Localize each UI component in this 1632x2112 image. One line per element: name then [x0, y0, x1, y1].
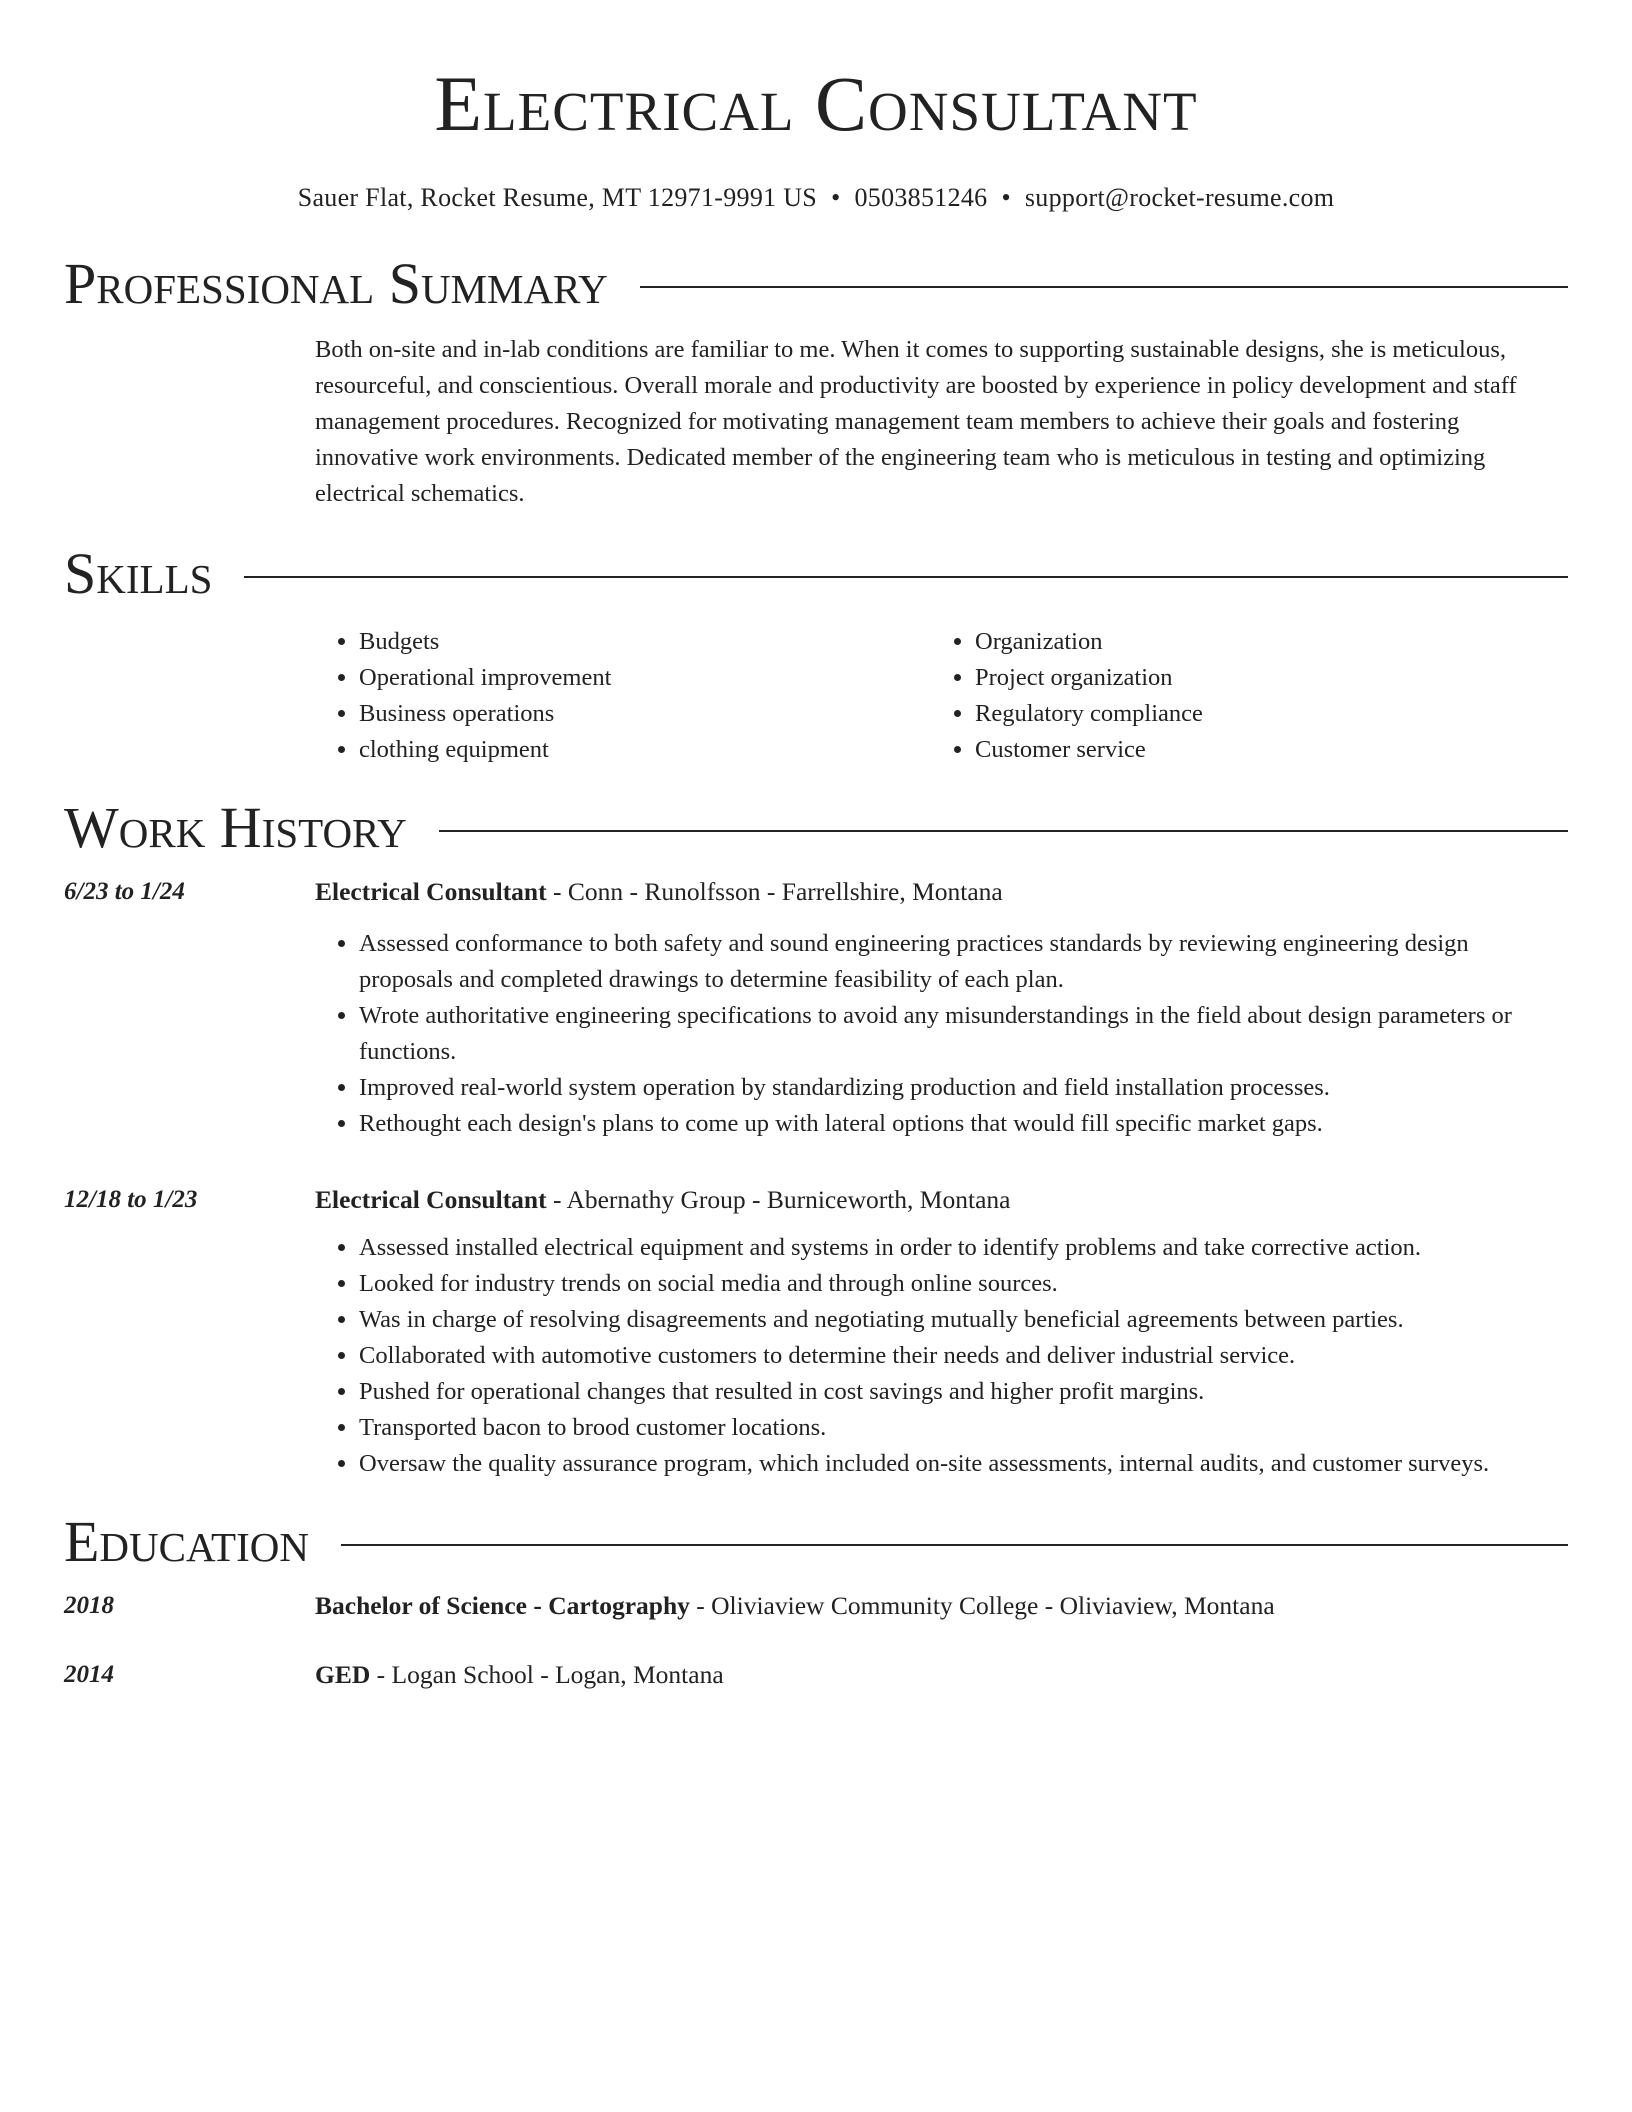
work-entry-body — [315, 1182, 1568, 1482]
education-school: - Logan School - Logan, Montana — [370, 1660, 724, 1689]
work-entry — [64, 1182, 1568, 1482]
skill-item: • Project organization — [975, 660, 1547, 696]
resume-page — [64, 0, 1568, 1693]
education-heading — [315, 1657, 1568, 1693]
skills-section-header — [64, 542, 1568, 606]
summary-section-title: Professional Summary — [64, 251, 608, 316]
candidate-name: Electrical Consultant — [434, 60, 1198, 147]
work-date: 12/18 to 1/23 — [64, 1186, 198, 1213]
education-entry — [64, 1588, 1568, 1624]
work-heading — [315, 874, 1568, 910]
education-heading — [315, 1588, 1568, 1624]
education-date: 2018 — [64, 1592, 114, 1619]
section-divider — [439, 830, 1568, 832]
summary-section-header — [64, 252, 1568, 316]
job-employer: - Abernathy Group - Burniceworth, Montana — [546, 1185, 1011, 1214]
skill-item: • Regulatory compliance — [975, 696, 1547, 732]
work-bullet: • Improved real-world system operation by standardizing production and field installation processes. — [359, 1070, 1568, 1106]
work-bullet: • Oversaw the quality assurance program, which included on-site assessments, internal audits, and customer surveys. — [359, 1446, 1568, 1482]
education-entry — [64, 1657, 1568, 1693]
education-date: 2014 — [64, 1661, 114, 1688]
education-school: - Oliviaview Community College - Oliviaview, Montana — [689, 1591, 1275, 1620]
skill-item: • Organization — [975, 624, 1547, 660]
summary-text: Both on-site and in-lab conditions are familiar to me. When it comes to supporting sustainable designs, she is meticulous, resourceful, and conscientious. Overall morale and productivity are boosted by experience in policy development and staff management procedures. Recognized for motivating management team members to achieve their goals and fostering innovative work environments. Dedicated member of the engineering team who is meticulous in testing and optimizing electrical schematics. — [315, 336, 1517, 507]
contact-separator: • — [831, 183, 841, 212]
contact-separator: • — [1001, 183, 1011, 212]
work-date: 6/23 to 1/24 — [64, 878, 185, 905]
skill-item: • Budgets — [359, 624, 931, 660]
work-section-title: Work History — [64, 795, 407, 860]
skills-section-title: Skills — [64, 541, 213, 606]
work-entry — [64, 874, 1568, 1142]
skill-item: • clothing equipment — [359, 732, 931, 768]
skills-list — [315, 624, 1568, 768]
section-divider — [341, 1544, 1568, 1546]
job-title: Electrical Consultant — [315, 877, 547, 906]
skill-item: • Business operations — [359, 696, 931, 732]
work-bullet: • Looked for industry trends on social media and through online sources. — [359, 1266, 1568, 1302]
contact-email: support@rocket-resume.com — [1024, 183, 1335, 212]
section-divider — [640, 286, 1568, 288]
education-degree: Bachelor of Science - Cartography — [315, 1591, 690, 1620]
work-bullet: • Was in charge of resolving disagreements and negotiating mutually beneficial agreements between parties. — [359, 1302, 1568, 1338]
education-entry-body — [315, 1588, 1568, 1624]
work-bullet: • Collaborated with automotive customers to determine their needs and deliver industrial service. — [359, 1338, 1568, 1374]
work-bullet: • Pushed for operational changes that resulted in cost savings and higher profit margins. — [359, 1374, 1568, 1410]
skill-item: • Customer service — [975, 732, 1547, 768]
work-bullet: • Assessed installed electrical equipment and systems in order to identify problems and take corrective action. — [359, 1230, 1568, 1266]
work-entry-body — [315, 874, 1568, 1142]
job-employer: - Conn - Runolfsson - Farrellshire, Montana — [546, 877, 1003, 906]
work-bullet: • Rethought each design's plans to come up with lateral options that would fill specific market gaps. — [359, 1106, 1568, 1142]
skills-column-right — [931, 624, 1547, 768]
skills-column-left — [315, 624, 931, 768]
contact-line — [64, 182, 1568, 214]
education-section-title: Education — [64, 1509, 309, 1574]
work-bullet: • Transported bacon to brood customer locations. — [359, 1410, 1568, 1446]
work-bullets — [315, 1230, 1568, 1482]
work-section-header — [64, 796, 1568, 860]
job-title: Electrical Consultant — [315, 1185, 547, 1214]
contact-address: Sauer Flat, Rocket Resume, MT 12971-9991 US — [297, 183, 818, 212]
work-bullet: • Wrote authoritative engineering specifications to avoid any misunderstandings in the field about design parameters or functions. — [359, 998, 1568, 1070]
work-bullets — [315, 926, 1568, 1142]
education-entry-body — [315, 1657, 1568, 1693]
section-divider — [244, 576, 1568, 578]
skill-item: • Operational improvement — [359, 660, 931, 696]
work-heading — [315, 1182, 1568, 1218]
contact-phone: 0503851246 — [854, 183, 988, 212]
education-section-header — [64, 1510, 1568, 1574]
work-bullet: • Assessed conformance to both safety and sound engineering practices standards by reviewing engineering design proposals and completed drawings to determine feasibility of each plan. — [359, 926, 1568, 998]
education-degree: GED — [315, 1660, 371, 1689]
